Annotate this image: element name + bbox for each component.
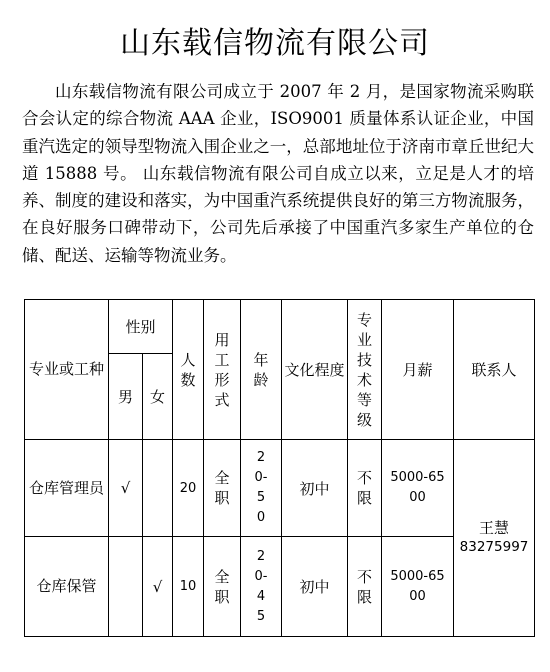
cell-salary: 5000-6500	[382, 440, 454, 537]
header-education: 文化程度	[282, 300, 348, 440]
table-header-row	[25, 300, 535, 354]
contact-phone: 83275997	[459, 539, 529, 555]
cell-male	[109, 537, 143, 637]
header-age: 年龄	[241, 300, 282, 440]
header-salary: 月薪	[382, 300, 454, 440]
header-male: 男	[109, 354, 143, 440]
cell-contact	[454, 440, 535, 637]
cell-employment: 全职	[204, 440, 241, 537]
contact-name: 王慧	[479, 519, 510, 537]
cell-age: 20-50	[241, 440, 282, 537]
cell-job: 仓库保管	[25, 537, 109, 637]
cell-male: √	[109, 440, 143, 537]
cell-employment: 全职	[204, 537, 241, 637]
page-title: 山东载信物流有限公司	[120, 26, 430, 61]
table-row	[25, 440, 535, 537]
cell-female: √	[143, 537, 173, 637]
cell-age: 20-45	[241, 537, 282, 637]
cell-salary: 5000-6500	[382, 537, 454, 637]
cell-education: 初中	[282, 440, 348, 537]
header-job: 专业或工种	[25, 300, 109, 440]
company-introduction: 山东载信物流有限公司成立于 2007 年 2 月，是国家物流采购联合会认定的综合物流 AAA 企业，ISO9001 质量体系认证企业，中国重汽选定的领导型物流入围企业之一，总部地址位于济南市章丘世纪大道 15888 号。 山东载信物流有限公司自成立以来，立足是人才的培养、制度的建设和落实，为中国重汽系统提供良好的第三方物流服务，在良好服务口碑带动下，公司先后承接了中国重汽多家生产单位的仓储、配送、运输等物流业务。	[22, 82, 534, 265]
cell-skill: 不限	[348, 537, 382, 637]
header-count: 人数	[173, 300, 204, 440]
cell-count: 20	[173, 440, 204, 537]
header-gender: 性别	[109, 300, 173, 354]
cell-count: 10	[173, 537, 204, 637]
cell-female	[143, 440, 173, 537]
cell-job: 仓库管理员	[25, 440, 109, 537]
header-skill: 专业技术等级	[348, 300, 382, 440]
recruitment-table	[24, 299, 535, 637]
header-female: 女	[143, 354, 173, 440]
header-employment: 用工形式	[204, 300, 241, 440]
header-contact: 联系人	[454, 300, 535, 440]
cell-skill: 不限	[348, 440, 382, 537]
cell-education: 初中	[282, 537, 348, 637]
